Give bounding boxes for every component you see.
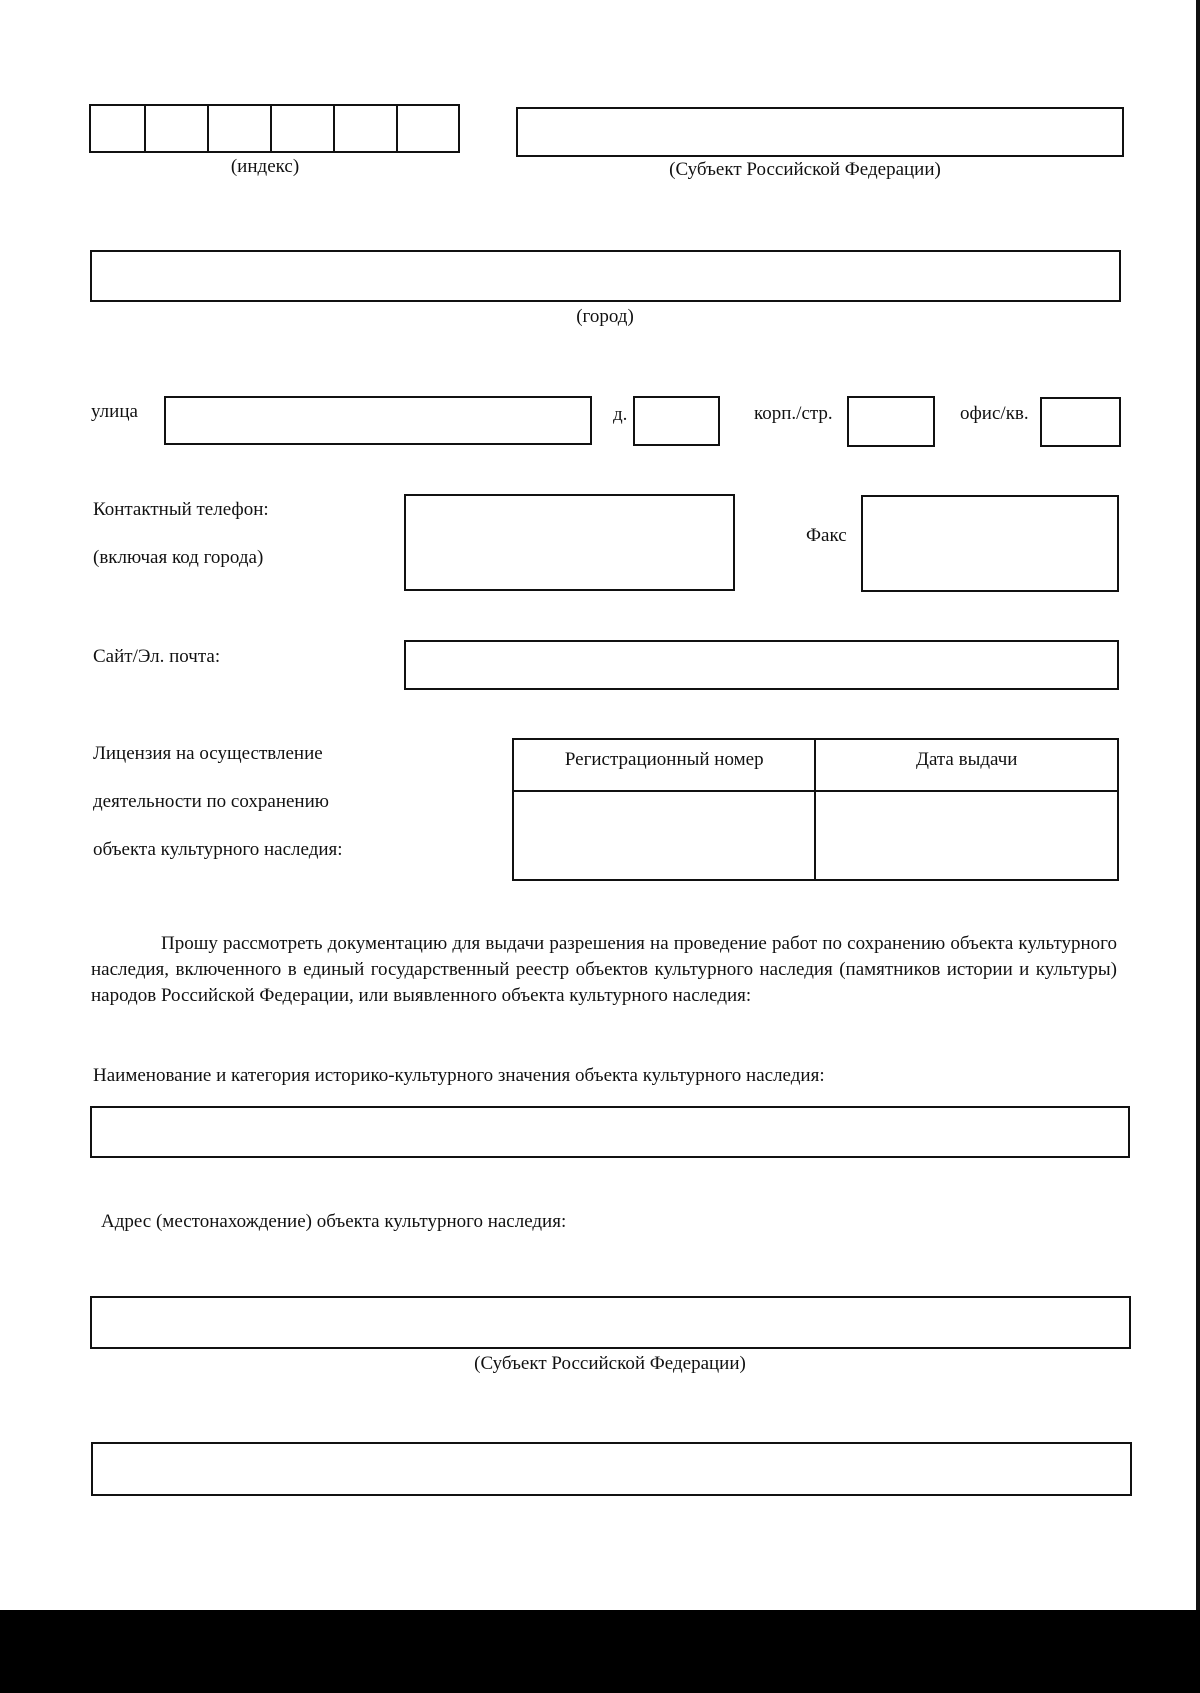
building-input[interactable] bbox=[847, 396, 935, 447]
object-subject-caption: (Субъект Российской Федерации) bbox=[474, 1353, 746, 1374]
license-table bbox=[512, 738, 1119, 881]
site-email-input[interactable] bbox=[404, 640, 1119, 690]
license-label-line1: Лицензия на осуществление bbox=[93, 743, 323, 764]
house-label: д. bbox=[613, 404, 628, 425]
subject-caption: (Субъект Российской Федерации) bbox=[669, 159, 941, 180]
subject-input[interactable] bbox=[516, 107, 1124, 157]
index-digit-4[interactable] bbox=[270, 104, 335, 153]
street-input[interactable] bbox=[164, 396, 592, 445]
index-digit-6[interactable] bbox=[396, 104, 460, 153]
license-label-line3: объекта культурного наследия: bbox=[93, 839, 343, 860]
scan-edge bbox=[1196, 0, 1200, 1610]
building-label: корп./стр. bbox=[754, 403, 833, 424]
house-input[interactable] bbox=[633, 396, 720, 446]
index-caption: (индекс) bbox=[230, 156, 300, 177]
index-digit-5[interactable] bbox=[333, 104, 398, 153]
license-issue-date-cell[interactable] bbox=[815, 791, 1118, 880]
object-address-label: Адрес (местонахождение) объекта культурного наследия: bbox=[101, 1211, 567, 1232]
index-digit-1[interactable] bbox=[89, 104, 146, 153]
fax-label: Факс bbox=[806, 525, 847, 546]
license-header-issue-date: Дата выдачи bbox=[815, 739, 1118, 791]
office-label: офис/кв. bbox=[960, 403, 1029, 424]
city-input[interactable] bbox=[90, 250, 1121, 302]
object-name-label: Наименование и категория историко-культурного значения объекта культурного наследия: bbox=[93, 1065, 825, 1086]
request-paragraph: Прошу рассмотреть документацию для выдачи разрешения на проведение работ по сохранению объекта культурного наследия, включенного в единый государственный реестр объектов культурного наследия (памятников истории и культуры) народов Российской Федерации, или выявленного объекта культурного наследия: bbox=[91, 933, 1117, 1006]
index-digit-2[interactable] bbox=[144, 104, 209, 153]
site-email-label: Сайт/Эл. почта: bbox=[93, 646, 221, 667]
office-input[interactable] bbox=[1040, 397, 1121, 447]
object-name-input[interactable] bbox=[90, 1106, 1130, 1158]
street-label: улица bbox=[91, 401, 138, 422]
license-header-reg-number: Регистрационный номер bbox=[513, 739, 815, 791]
license-reg-number-cell[interactable] bbox=[513, 791, 815, 880]
phone-input[interactable] bbox=[404, 494, 735, 591]
object-subject-input[interactable] bbox=[90, 1296, 1131, 1349]
phone-sublabel: (включая код города) bbox=[93, 547, 264, 568]
phone-label: Контактный телефон: bbox=[93, 499, 269, 520]
object-address-input[interactable] bbox=[91, 1442, 1132, 1496]
city-caption: (город) bbox=[576, 306, 634, 327]
fax-input[interactable] bbox=[861, 495, 1119, 592]
license-label-line2: деятельности по сохранению bbox=[93, 791, 329, 812]
scan-bottom-bar bbox=[0, 1610, 1200, 1693]
index-digit-3[interactable] bbox=[207, 104, 272, 153]
